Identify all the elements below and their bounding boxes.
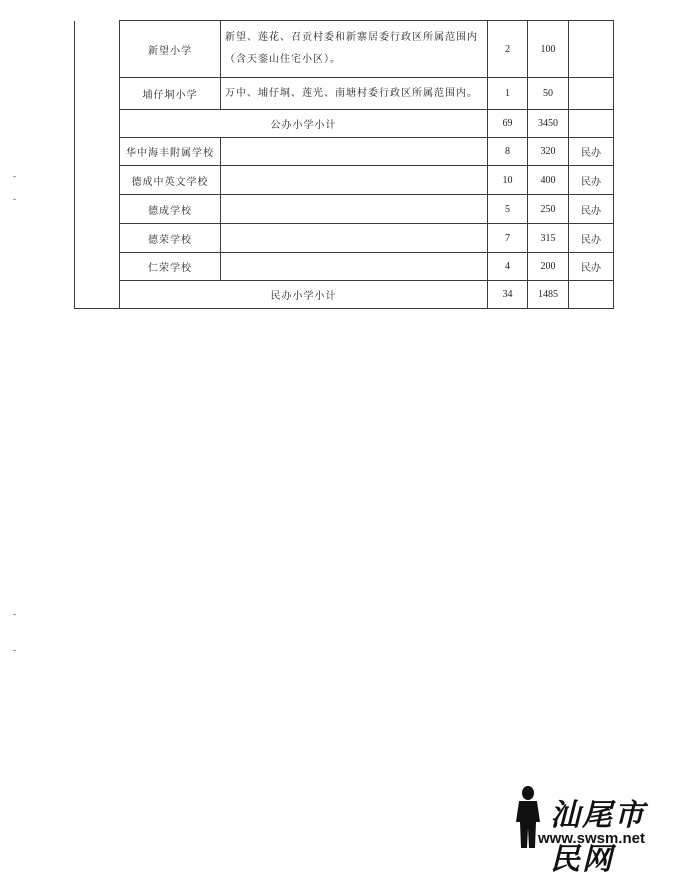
scan-mark	[13, 199, 16, 200]
school-type: 民办	[569, 224, 614, 253]
watermark-url: www.swsm.net	[538, 830, 645, 847]
class-count: 7	[488, 224, 528, 253]
class-count: 1	[488, 78, 528, 110]
enrollment-table	[74, 20, 614, 309]
school-type: 民办	[569, 138, 614, 166]
class-count: 4	[488, 253, 528, 281]
class-count: 8	[488, 138, 528, 166]
school-type	[569, 78, 614, 110]
watermark-text: 汕尾市民网	[550, 798, 646, 877]
school-type: 民办	[569, 166, 614, 195]
table-row	[75, 253, 614, 281]
service-area	[221, 166, 488, 195]
student-count: 3450	[528, 110, 569, 138]
student-count: 400	[528, 166, 569, 195]
school-name: 仁荣学校	[120, 253, 221, 281]
school-name: 埔仔垌小学	[120, 78, 221, 110]
table-row	[75, 138, 614, 166]
class-count: 34	[488, 281, 528, 309]
student-count: 200	[528, 253, 569, 281]
service-area	[221, 253, 488, 281]
service-area	[221, 138, 488, 166]
school-name: 德荣学校	[120, 224, 221, 253]
category-cell	[75, 21, 120, 309]
service-area: 万中、埔仔垌、莲光、南塘村委行政区所属范围内。	[221, 78, 488, 110]
class-count: 10	[488, 166, 528, 195]
scan-mark	[13, 650, 16, 651]
watermark-logo	[512, 784, 672, 877]
school-name: 华中海丰附属学校	[120, 138, 221, 166]
subtotal-label: 民办小学小计	[120, 281, 488, 309]
subtotal-label: 公办小学小计	[120, 110, 488, 138]
student-count: 315	[528, 224, 569, 253]
school-type: 民办	[569, 195, 614, 224]
student-count: 100	[528, 21, 569, 78]
subtotal-row	[75, 110, 614, 138]
school-name: 德成学校	[120, 195, 221, 224]
class-count: 5	[488, 195, 528, 224]
school-type: 民办	[569, 253, 614, 281]
service-area: 新望、莲花、召贡村委和新寨居委行政区所属范围内（含天銮山住宅小区）。	[221, 21, 488, 78]
school-name: 德成中英文学校	[120, 166, 221, 195]
student-count: 1485	[528, 281, 569, 309]
table-row	[75, 195, 614, 224]
service-area	[221, 195, 488, 224]
student-count: 50	[528, 78, 569, 110]
table-row	[75, 21, 614, 78]
school-type	[569, 110, 614, 138]
table-row	[75, 166, 614, 195]
school-type	[569, 21, 614, 78]
school-name: 新望小学	[120, 21, 221, 78]
table-row	[75, 224, 614, 253]
table-row	[75, 78, 614, 110]
scan-mark	[13, 614, 16, 615]
class-count: 2	[488, 21, 528, 78]
scan-mark	[13, 176, 16, 177]
subtotal-row	[75, 281, 614, 309]
student-count: 250	[528, 195, 569, 224]
service-area	[221, 224, 488, 253]
class-count: 69	[488, 110, 528, 138]
school-type	[569, 281, 614, 309]
student-count: 320	[528, 138, 569, 166]
